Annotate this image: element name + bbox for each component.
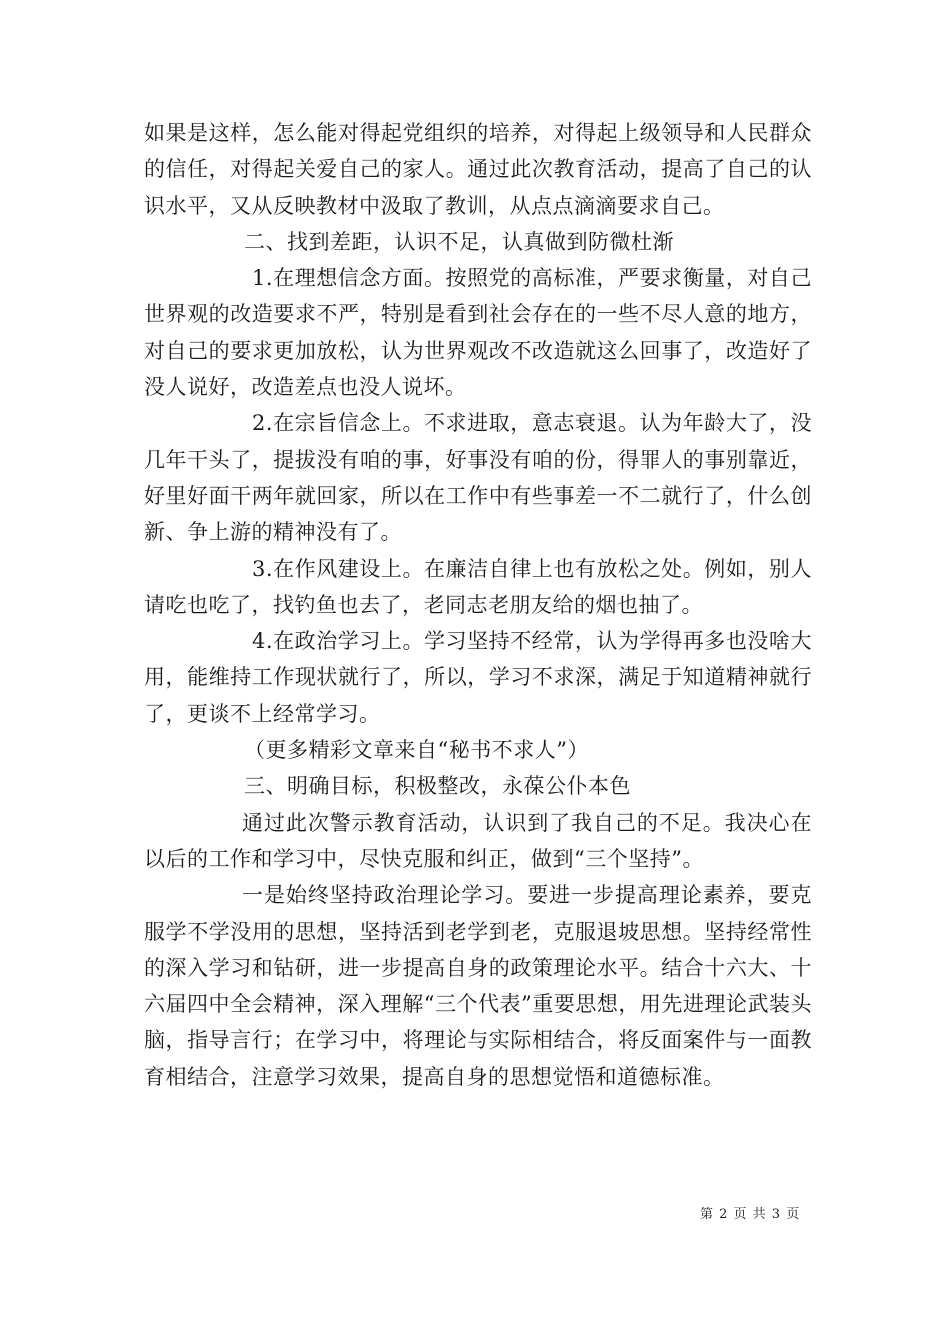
list-item-3: 3.在作风建设上。在廉洁自律上也有放松之处。例如，别人请吃也吃了，找钓鱼也去了，老同志老朋友给的烟也抽了。 (144, 556, 812, 617)
page-number-footer: 第 2 页 共 3 页 (700, 1207, 801, 1222)
paragraph-resolution: 通过此次警示教育活动，认识到了我自己的不足。我决心在以后的工作和学习中，尽快克服和纠正，做到“三个坚持”。 (144, 810, 812, 871)
list-item-4: 4.在政治学习上。学习坚持不经常，认为学得再多也没啥大用，能维持工作现状就行了，所以，学习不求深，满足于知道精神就行了，更谈不上经常学习。 (144, 629, 812, 726)
section-heading-2: 二、找到差距，认识不足，认真做到防微杜渐 (244, 229, 674, 254)
list-item-1: 1.在理想信念方面。按照党的高标准，严要求衡量，对自己世界观的改造要求不严，特别是看到社会存在的一些不尽人意的地方，对自己的要求更加放松，认为世界观改不改造就这么回事了，改造好了没人说好，改造差点也没人说坏。 (144, 266, 812, 400)
paragraph-commitment-1: 一是始终坚持政治理论学习。要进一步提高理论素养，要克服学不学没用的思想，坚持活到老学到老，克服退坡思想。坚持经常性的深入学习和钻研，进一步提高自身的政策理论水平。结合十六大、十六届四中全会精神，深入理解“三个代表”重要思想，用先进理论武装头脑，指导言行；在学习中，将理论与实际相结合，将反面案件与一面教育相结合，注意学习效果，提高自身的思想觉悟和道德标准。 (144, 883, 812, 1089)
document-body (144, 115, 812, 1095)
source-note: （更多精彩文章来自“秘书不求人”） (244, 738, 589, 763)
section-heading-3: 三、明确目标，积极整改，永葆公仆本色 (244, 774, 631, 799)
paragraph-continuation: 如果是这样，怎么能对得起党组织的培养，对得起上级领导和人民群众的信任，对得起关爱自己的家人。通过此次教育活动，提高了自己的认识水平，又从反映教材中汲取了教训，从点点滴滴要求自己。 (144, 121, 812, 218)
list-item-2: 2.在宗旨信念上。不求进取，意志衰退。认为年龄大了，没几年干头了，提拔没有咱的事，好事没有咱的份，得罪人的事别靠近，好里好面干两年就回家，所以在工作中有些事差一不二就行了，什么创新、争上游的精神没有了。 (144, 411, 812, 545)
